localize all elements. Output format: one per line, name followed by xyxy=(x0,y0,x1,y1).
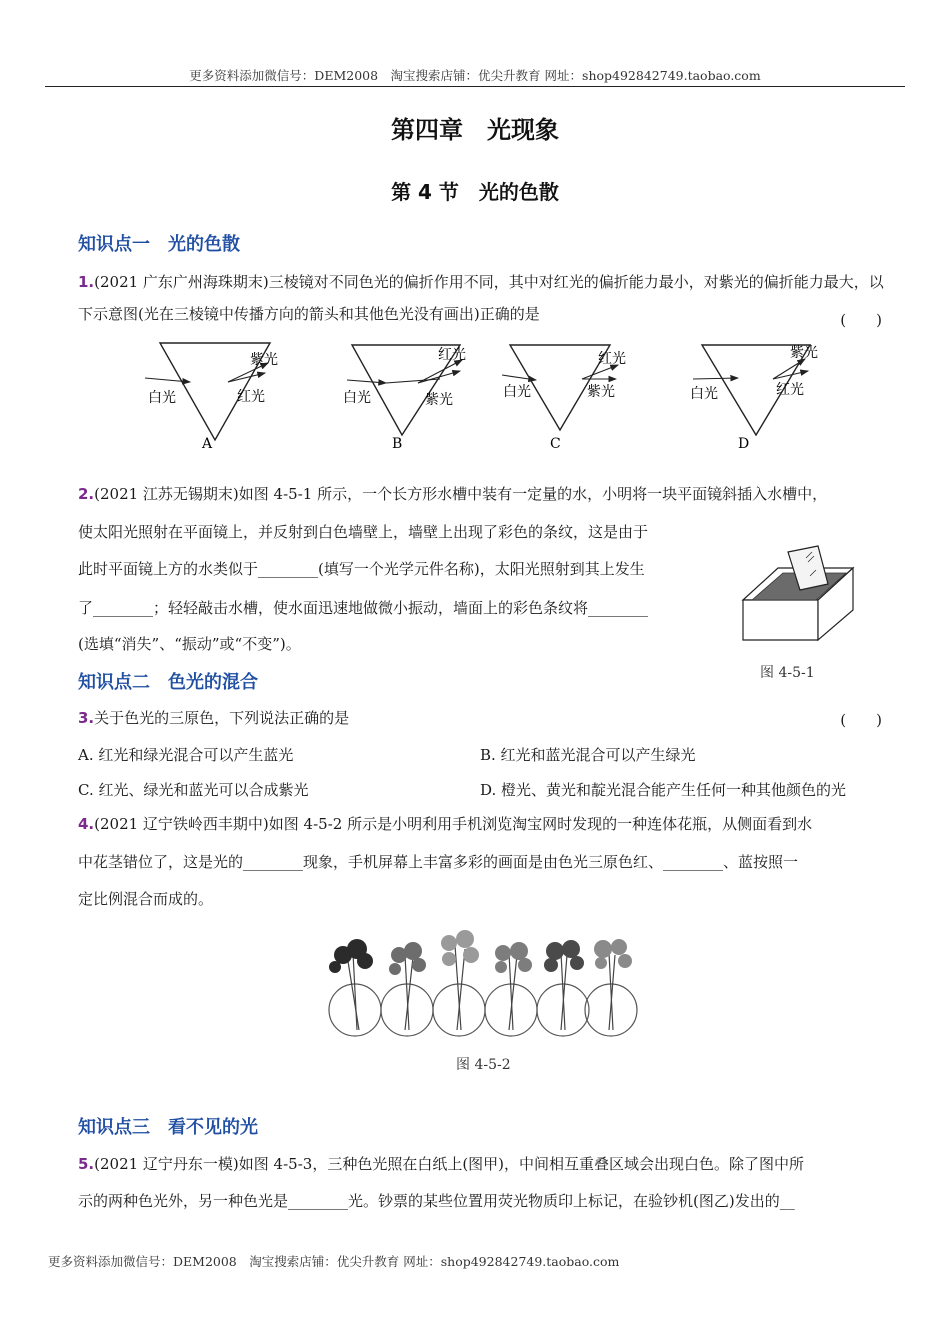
question-3-option-b: B. 红光和蓝光混合可以产生绿光 xyxy=(480,746,696,764)
prism-a-letter: A xyxy=(202,436,213,452)
knowledge-point-1-title: 知识点一 光的色散 xyxy=(78,234,240,255)
figure-4-5-1-caption: 图 4-5-1 xyxy=(760,665,815,681)
page-footer-text: 更多资料添加微信号：DEM2008 淘宝搜索店铺：优尖升教育 网址：shop492842749.taobao.com xyxy=(48,1254,620,1269)
prism-c-bottom-label: 紫光 xyxy=(587,384,615,400)
question-2-number: 2. xyxy=(78,485,95,503)
chapter-title: 第四章 光现象 xyxy=(391,116,559,144)
prism-b-top-label: 红光 xyxy=(438,347,466,363)
header-divider xyxy=(45,86,905,87)
prism-c-letter: C xyxy=(550,436,561,452)
prism-figure-c xyxy=(502,345,626,452)
knowledge-point-3-title: 知识点三 看不见的光 xyxy=(78,1117,258,1138)
page-header-text: 更多资料添加微信号：DEM2008 淘宝搜索店铺：优尖升教育 网址：shop492842749.taobao.com xyxy=(189,68,761,83)
prism-b-in-label: 白光 xyxy=(343,390,371,406)
figure-4-5-2-caption: 图 4-5-2 xyxy=(456,1057,511,1073)
question-3-number: 3. xyxy=(78,709,95,727)
prism-b-bottom-label: 紫光 xyxy=(425,392,453,408)
prism-figures xyxy=(140,335,840,460)
prism-d-in-label: 白光 xyxy=(690,386,718,402)
prism-a-top-label: 紫光 xyxy=(250,352,278,368)
prism-figure-d xyxy=(690,344,818,452)
question-4-number: 4. xyxy=(78,815,95,833)
question-3-option-a: A. 红光和绿光混合可以产生蓝光 xyxy=(78,746,294,764)
prism-figure-a xyxy=(145,343,278,452)
prism-a-in-label: 白光 xyxy=(148,390,176,406)
prism-c-top-label: 红光 xyxy=(598,351,626,367)
connected-vases-figure xyxy=(325,925,640,1040)
question-1 xyxy=(78,266,888,330)
question-2-line-3: 此时平面镜上方的水类似于________(填写一个光学元件名称)，太阳光照射到其上发生 xyxy=(78,560,645,578)
question-2-text-1: (2021 江苏无锡期末)如图 4-5-1 所示，一个长方形水槽中装有一定量的水，小明将一块平面镜斜插入水槽中， xyxy=(94,485,828,503)
question-5-line-2: 示的两种色光外，另一种色光是________光。钞票的某些位置用荧光物质印上标记，在验钞机(图乙)发出的__ xyxy=(78,1192,795,1210)
question-1-text: (2021 广东广州海珠期末)三棱镜对不同色光的偏折作用不同，其中对红光的偏折能力最小，对紫光的偏折能力最大，以下示意图(光在三棱镜中传播方向的箭头和其他色光没有画出)正确的是 xyxy=(78,273,884,323)
water-tank-mirror-figure xyxy=(738,540,868,650)
question-5-number: 5. xyxy=(78,1155,95,1173)
prism-d-top-label: 紫光 xyxy=(790,345,818,361)
prism-d-letter: D xyxy=(738,436,750,452)
question-1-answer-paren: ( ) xyxy=(840,311,882,329)
question-4-text-1: (2021 辽宁铁岭西丰期中)如图 4-5-2 所示是小明利用手机浏览淘宝网时发现的一种连体花瓶，从侧面看到水 xyxy=(94,815,813,833)
question-1-number: 1. xyxy=(78,273,95,291)
question-3-text: 关于色光的三原色，下列说法正确的是 xyxy=(94,709,350,727)
section-title: 第 4 节 光的色散 xyxy=(391,180,559,204)
question-2-line-1 xyxy=(78,478,908,510)
prism-b-letter: B xyxy=(392,436,403,452)
knowledge-point-2-title: 知识点二 色光的混合 xyxy=(78,672,258,693)
question-3-option-d: D. 橙光、黄光和靛光混合能产生任何一种其他颜色的光 xyxy=(480,781,847,799)
question-4-line-3: 定比例混合而成的。 xyxy=(78,890,214,908)
question-5-text-1: (2021 辽宁丹东一模)如图 4-5-3，三种色光照在白纸上(图甲)，中间相互重叠区域会出现白色。除了图中所 xyxy=(94,1155,805,1173)
question-3 xyxy=(78,702,888,734)
question-2-line-5: (选填“消失”、“振动”或“不变”)。 xyxy=(78,635,301,653)
question-3-answer-paren: ( ) xyxy=(840,711,882,729)
question-3-option-c: C. 红光、绿光和蓝光可以合成紫光 xyxy=(78,781,309,799)
prism-d-bottom-label: 红光 xyxy=(776,382,804,398)
prism-a-bottom-label: 红光 xyxy=(237,389,265,405)
question-2-line-4: 了________；轻轻敲击水槽，使水面迅速地做微小振动，墙面上的彩色条纹将________ xyxy=(78,599,649,617)
prism-figure-b xyxy=(343,345,466,452)
question-2-line-2: 使太阳光照射在平面镜上，并反射到白色墙壁上，墙壁上出现了彩色的条纹，这是由于 xyxy=(78,523,649,541)
question-4-line-1 xyxy=(78,808,908,840)
prism-c-in-label: 白光 xyxy=(503,384,531,400)
question-4-line-2: 中花茎错位了，这是光的________现象，手机屏幕上丰富多彩的画面是由色光三原色红、________、蓝按照一 xyxy=(78,853,799,871)
question-5-line-1 xyxy=(78,1148,908,1180)
